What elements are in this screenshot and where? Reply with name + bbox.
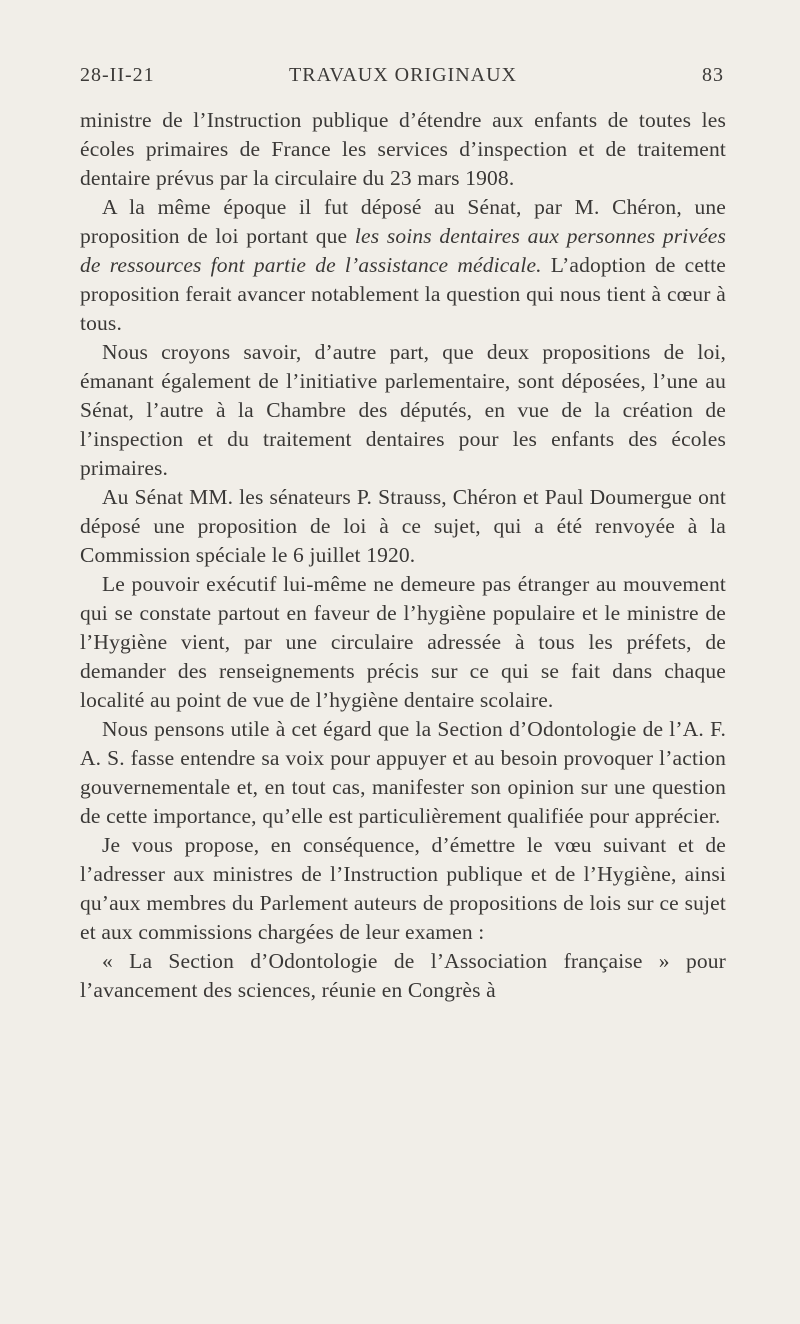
page [80,64,726,1005]
running-header [80,64,726,94]
page-number: 83 [702,64,724,86]
paragraph-6: Nous pensons utile à cet égard que la Section d’Odontologie de l’A. F. A. S. fasse entendre sa voix pour appuyer et au besoin provoquer l’action gouvernementale et, en tout cas, manifester son opinion sur une question de cette importance, qu’elle est particulièrement qualifiée pour apprécier. [80,717,726,828]
header-title: TRAVAUX ORIGINAUX [289,64,517,86]
paragraph-3: Nous croyons savoir, d’autre part, que deux propositions de loi, émanant également de l’initiative parlementaire, sont déposées, l’une au Sénat, l’autre à la Chambre des députés, en vue de la création de l’inspection et du traitement dentaires pour les enfants des écoles primaires. [80,340,726,480]
paragraph-2-italic: les soins dentaires aux personnes privées de ressources font partie de l’assistance médicale. [80,224,726,277]
paragraph-8: « La Section d’Odontologie de l’Association française » pour l’avancement des sciences, réunie en Congrès à [80,949,726,1002]
body-text [80,106,726,1005]
paragraph-7: Je vous propose, en conséquence, d’émettre le vœu suivant et de l’adresser aux ministres de l’Instruction publique et de l’Hygiène, ainsi qu’aux membres du Parlement auteurs de propositions de lois sur ce sujet et aux commissions chargées de leur examen : [80,833,726,944]
paragraph-5: Le pouvoir exécutif lui-même ne demeure pas étranger au mouvement qui se constate partout en faveur de l’hygiène populaire et le ministre de l’Hygiène vient, par une circulaire adressée à tous les préfets, de demander des renseignements précis sur ce qui se fait dans chaque localité au point de vue de l’hygiène dentaire scolaire. [80,572,726,712]
paragraph-2 [80,193,726,338]
paragraph-1: ministre de l’Instruction publique d’étendre aux enfants de toutes les écoles primaires de France les services d’inspection et de traitement dentaire prévus par la circulaire du 23 mars 1908. [80,108,726,190]
header-date: 28-II-21 [80,64,155,86]
paragraph-2-before: A la même époque il fut déposé au Sénat, par M. Chéron, une proposition de loi portant que [80,195,726,248]
paragraph-4: Au Sénat MM. les sénateurs P. Strauss, Chéron et Paul Doumergue ont déposé une proposition de loi à ce sujet, qui a été renvoyée à la Commission spéciale le 6 juillet 1920. [80,485,726,567]
paragraph-2-after: L’adoption de cette proposition ferait avancer notablement la question qui nous tient à cœur à tous. [80,253,726,335]
